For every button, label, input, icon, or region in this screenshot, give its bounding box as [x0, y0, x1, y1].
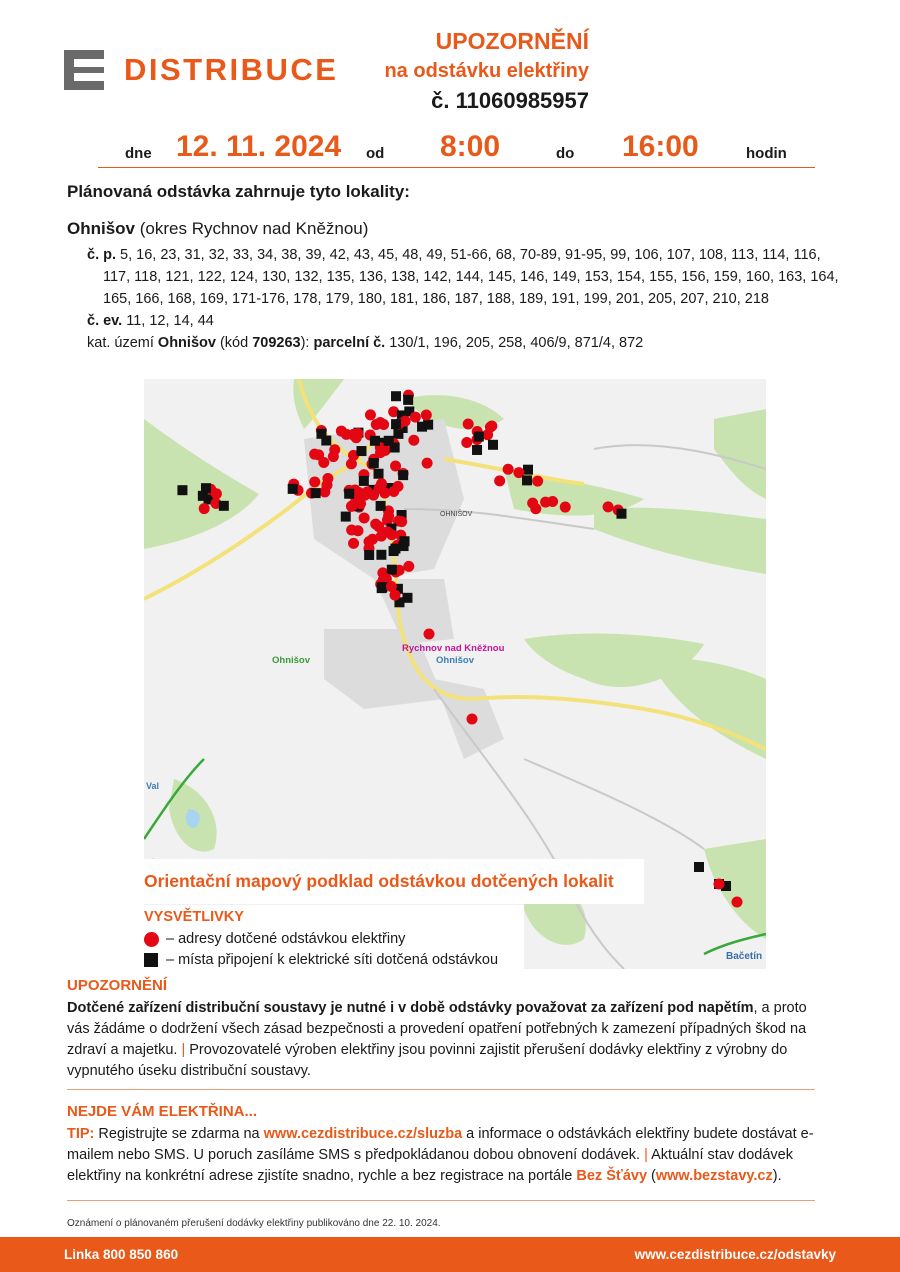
connection-point-marker	[403, 395, 413, 405]
district: (okres Rychnov nad Kněžnou)	[135, 219, 369, 238]
connection-point-marker	[374, 469, 384, 479]
legend-square-row	[144, 952, 498, 968]
black-square-icon	[144, 953, 158, 967]
cp-values: 5, 16, 23, 31, 32, 33, 34, 38, 39, 42, 43, 45, 48, 49, 51-66, 68, 70-89, 91-95, 99, 106, 107, 108, 113, 114, 116, 117, 118, 121, 122, 124, 130, 132, 135, 136, 138, 142, 144, 145, 146, 149, 153, 154, 155, 156, 159, 160, 163, 164, 165, 166, 168, 169, 171-176, 178, 179, 180, 181, 186, 187, 188, 189, 191, 199, 201, 205, 207, 210, 218	[103, 247, 839, 307]
hodin-label: hodin	[746, 145, 787, 162]
locality-line	[67, 219, 368, 239]
no-power-text2: a informace o odstávkách elektřiny budete dostávat e-mailem nebo SMS. U poruch zasíláme SMS s předpokládanou dobou obnovení dodávek.	[67, 1126, 814, 1163]
connection-point-marker	[311, 488, 321, 498]
bezstavy-link[interactable]: www.bezstavy.cz	[655, 1168, 773, 1184]
connection-point-marker	[616, 509, 626, 519]
address-marker	[309, 476, 320, 487]
footer-bar	[0, 1237, 900, 1272]
cev-label: č. ev.	[87, 313, 123, 329]
legend-title: VYSVĚTLIVKY	[144, 909, 244, 925]
kat-prefix: kat. území	[87, 335, 158, 351]
od-label: od	[366, 145, 385, 162]
address-marker	[714, 879, 725, 890]
divider	[67, 1089, 815, 1090]
map-label-ohnisov-west: Ohnišov	[272, 655, 311, 666]
connection-point-marker	[376, 501, 386, 511]
connection-point-marker	[522, 475, 532, 485]
address-marker	[375, 447, 386, 458]
address-marker	[494, 475, 505, 486]
connection-point-marker	[359, 476, 369, 486]
connection-point-marker	[390, 544, 400, 554]
to-time: 16:00	[622, 130, 699, 163]
connection-point-marker	[400, 536, 410, 546]
connection-point-marker	[370, 436, 380, 446]
from-time: 8:00	[440, 130, 501, 163]
map-caption: Orientační mapový podklad odstávkou dotčených lokalit	[144, 871, 614, 891]
notice-title-line2: na odstávku elektřiny	[384, 60, 589, 82]
address-marker	[313, 449, 324, 460]
connection-point-marker	[488, 440, 498, 450]
map-label-ohnisov-center: Ohnišov	[436, 655, 475, 666]
cev-values: 11, 12, 14, 44	[126, 313, 214, 329]
localities-heading: Plánovaná odstávka zahrnuje tyto lokality:	[67, 182, 410, 201]
address-marker	[403, 561, 414, 572]
separator: |	[640, 1147, 652, 1163]
address-marker	[347, 500, 358, 511]
kat-row	[87, 332, 847, 354]
no-power-text4: (	[647, 1168, 656, 1184]
address-marker	[365, 409, 376, 420]
address-marker	[386, 581, 397, 592]
warning-text2: Provozovatelé výroben elektřiny jsou povinni zajistit přerušení dodávky elektřiny z výrobny do vypnutého úseku distribuční soustavy.	[67, 1042, 788, 1079]
notice-title	[384, 26, 589, 116]
address-marker	[336, 426, 347, 437]
cev-row	[87, 310, 847, 332]
connection-point-marker	[377, 582, 387, 592]
address-marker	[527, 498, 538, 509]
address-marker	[359, 512, 370, 523]
address-marker	[396, 516, 407, 527]
address-marker	[346, 458, 357, 469]
no-power-text3: Aktuální stav dodávek elektřiny na konkrétní adrese zjistíte snadno, rychle a bez registrace na portále	[67, 1147, 793, 1184]
map-label-rychnov: Rychnov nad Kněžnou	[402, 643, 505, 654]
address-marker	[461, 437, 472, 448]
separator: |	[177, 1042, 190, 1058]
connection-point-marker	[201, 483, 211, 493]
address-marker	[329, 444, 340, 455]
map-label-val: Val	[146, 781, 160, 791]
legend-dot-row	[144, 931, 405, 947]
connection-point-marker	[387, 565, 397, 575]
address-marker	[732, 897, 743, 908]
address-marker	[424, 629, 435, 640]
connection-point-marker	[391, 419, 401, 429]
connection-point-marker	[472, 445, 482, 455]
no-power-title: NEJDE VÁM ELEKTŘINA...	[67, 1103, 258, 1120]
address-marker	[393, 481, 404, 492]
do-label: do	[556, 145, 575, 162]
no-power-text	[67, 1124, 827, 1187]
notice-number: č. 11060985957	[431, 88, 589, 113]
address-marker	[560, 502, 571, 513]
address-marker	[367, 534, 378, 545]
address-marker	[486, 421, 497, 432]
kat-code-suffix: ):	[300, 335, 314, 351]
address-marker	[532, 476, 543, 487]
legend-dot-text: – adresy dotčené odstávkou elektřiny	[166, 931, 406, 947]
connection-point-marker	[177, 485, 187, 495]
outage-date: 12. 11. 2024	[176, 130, 342, 163]
logo-text: DISTRIBUCE	[124, 52, 339, 87]
address-marker	[463, 419, 474, 430]
address-marker	[375, 417, 386, 428]
address-marker	[467, 714, 478, 725]
connection-point-marker	[219, 501, 229, 511]
warning-text1: , a proto vás žádáme o dodržení všech zásad bezpečnosti a provedení opatření potřebných k zamezení případných škod na zdraví a majetku.	[67, 1000, 807, 1058]
kat-name: Ohnišov	[157, 335, 216, 351]
footer-link[interactable]: www.cezdistribuce.cz/odstavky	[634, 1247, 836, 1262]
kat-code-prefix: (kód	[215, 335, 253, 351]
outage-date-row	[98, 130, 815, 168]
address-marker	[199, 503, 210, 514]
divider	[67, 1200, 815, 1201]
connection-point-marker	[398, 470, 408, 480]
parcel-values: 130/1, 196, 205, 258, 406/9, 871/4, 872	[385, 335, 644, 351]
connection-point-marker	[341, 512, 351, 522]
address-marker	[386, 529, 397, 540]
warning-title: UPOZORNĚNÍ	[67, 977, 168, 994]
kat-code: 709263	[252, 335, 301, 351]
connection-point-marker	[356, 446, 366, 456]
connection-point-marker	[417, 422, 427, 432]
address-marker	[374, 483, 385, 494]
connection-point-marker	[344, 489, 354, 499]
notice-title-line1: UPOZORNĚNÍ	[435, 28, 589, 54]
connection-point-marker	[391, 391, 401, 401]
town-name: Ohnišov	[67, 219, 136, 238]
address-marker	[348, 538, 359, 549]
published-note: Oznámení o plánovaném přerušení dodávky elektřiny publikováno dne 22. 10. 2024.	[67, 1218, 441, 1229]
connection-point-marker	[316, 429, 326, 439]
map-legend	[144, 905, 524, 969]
address-marker	[503, 464, 514, 475]
cez-logo-icon	[64, 50, 104, 90]
connection-point-marker	[694, 862, 704, 872]
connection-point-marker	[288, 484, 298, 494]
address-marker	[547, 496, 558, 507]
cp-label: č. p.	[87, 247, 117, 263]
parcel-label: parcelní č.	[313, 335, 386, 351]
connection-point-marker	[376, 550, 386, 560]
map-caption-box	[144, 859, 644, 904]
map-label-bacetin: Bačetín	[726, 951, 763, 962]
address-marker	[383, 510, 394, 521]
connection-point-marker	[384, 436, 394, 446]
dne-label: dne	[125, 145, 152, 162]
connection-point-marker	[369, 458, 379, 468]
address-marker	[348, 429, 359, 440]
connection-point-marker	[523, 465, 533, 475]
address-marker	[422, 458, 433, 469]
warning-text	[67, 998, 827, 1082]
cez-distribuce-logo	[64, 50, 338, 90]
address-marker	[421, 409, 432, 420]
address-marker	[370, 519, 381, 530]
address-list	[87, 244, 847, 354]
address-marker	[346, 524, 357, 535]
warning-bold: Dotčené zařízení distribuční soustavy je nutné i v době odstávky považovat za zařízení pod napětím	[67, 1000, 754, 1016]
address-marker	[321, 480, 332, 491]
connection-point-marker	[474, 432, 484, 442]
address-marker	[410, 412, 421, 423]
cp-row	[87, 244, 847, 310]
no-power-text1: Registrujte se zdarma na	[94, 1126, 264, 1142]
legend-square-text: – místa připojení k elektrické síti dotčená odstávkou	[166, 952, 499, 968]
tip-label: TIP:	[67, 1126, 95, 1142]
connection-point-marker	[364, 550, 374, 560]
hotline: Linka 800 850 860	[64, 1247, 179, 1262]
address-marker	[408, 435, 419, 446]
map-label-road: OHNIŠOV	[440, 511, 473, 518]
red-dot-icon	[144, 932, 159, 947]
portal-name: Bez Šťávy	[576, 1168, 648, 1184]
registration-link[interactable]: www.cezdistribuce.cz/sluzba	[263, 1126, 463, 1142]
address-marker	[603, 501, 614, 512]
no-power-text5: ).	[772, 1168, 782, 1184]
